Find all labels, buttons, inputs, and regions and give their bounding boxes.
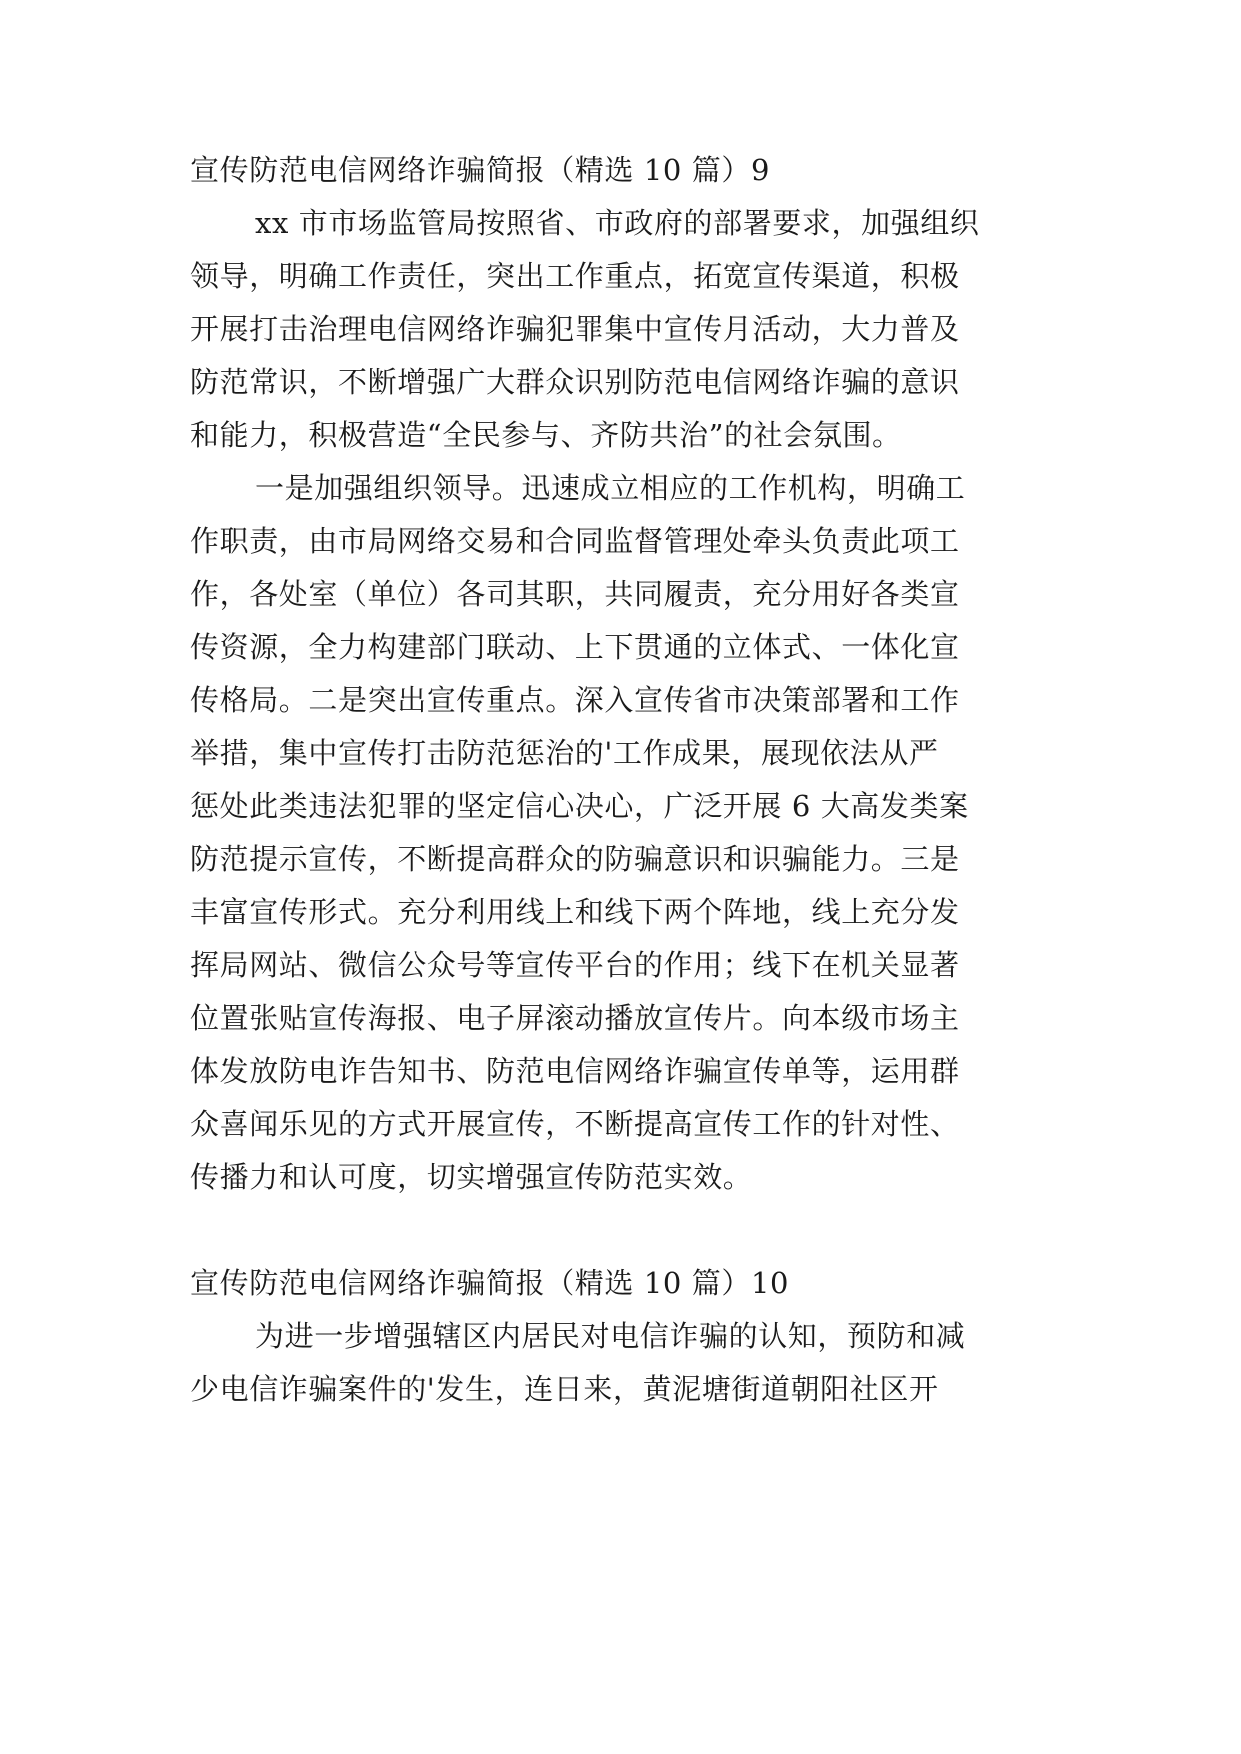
paragraph-line: 防范常识，不断增强广大群众识别防范电信网络诈骗的意识 bbox=[190, 365, 960, 399]
paragraph-line: 领导，明确工作责任，突出工作重点，拓宽宣传渠道，积极 bbox=[190, 259, 960, 293]
paragraph-line: 挥局网站、微信公众号等宣传平台的作用；线下在机关显著 bbox=[190, 948, 960, 982]
paragraph-line: 惩处此类违法犯罪的坚定信心决心，广泛开展 6 大高发类案 bbox=[190, 789, 969, 823]
paragraph-line: 一是加强组织领导。迅速成立相应的工作机构，明确工 bbox=[255, 471, 966, 505]
paragraph-line: 作，各处室（单位）各司其职，共同履责，充分用好各类宣 bbox=[190, 577, 960, 611]
paragraph-line: 传资源，全力构建部门联动、上下贯通的立体式、一体化宣 bbox=[190, 630, 960, 664]
paragraph-line: 和能力，积极营造“全民参与、齐防共治”的社会氛围。 bbox=[190, 418, 902, 452]
paragraph-line: xx 市市场监管局按照省、市政府的部署要求，加强组织 bbox=[255, 206, 980, 240]
paragraph-line: 作职责，由市局网络交易和合同监督管理处牵头负责此项工 bbox=[190, 524, 960, 558]
paragraph-line: 为进一步增强辖区内居民对电信诈骗的认知，预防和减 bbox=[255, 1319, 966, 1353]
paragraph-line: 体发放防电诈告知书、防范电信网络诈骗宣传单等，运用群 bbox=[190, 1054, 960, 1088]
paragraph-line: 防范提示宣传，不断提高群众的防骗意识和识骗能力。三是 bbox=[190, 842, 960, 876]
paragraph-line: 位置张贴宣传海报、电子屏滚动播放宣传片。向本级市场主 bbox=[190, 1001, 960, 1035]
paragraph-line: 丰富宣传形式。充分利用线上和线下两个阵地，线上充分发 bbox=[190, 895, 960, 929]
paragraph-line: 传播力和认可度，切实增强宣传防范实效。 bbox=[190, 1160, 753, 1194]
section-heading-9: 宣传防范电信网络诈骗简报（精选 10 篇）9 bbox=[190, 153, 770, 187]
paragraph-line: 传格局。二是突出宣传重点。深入宣传省市决策部署和工作 bbox=[190, 683, 960, 717]
paragraph-line: 众喜闻乐见的方式开展宣传，不断提高宣传工作的针对性、 bbox=[190, 1107, 960, 1141]
section-heading-10: 宣传防范电信网络诈骗简报（精选 10 篇）10 bbox=[190, 1266, 790, 1300]
paragraph-line: 举措，集中宣传打击防范惩治的'工作成果，展现依法从严 bbox=[190, 736, 939, 770]
paragraph-line: 少电信诈骗案件的'发生，连日来，黄泥塘街道朝阳社区开 bbox=[190, 1372, 939, 1406]
paragraph-line: 开展打击治理电信网络诈骗犯罪集中宣传月活动，大力普及 bbox=[190, 312, 960, 346]
